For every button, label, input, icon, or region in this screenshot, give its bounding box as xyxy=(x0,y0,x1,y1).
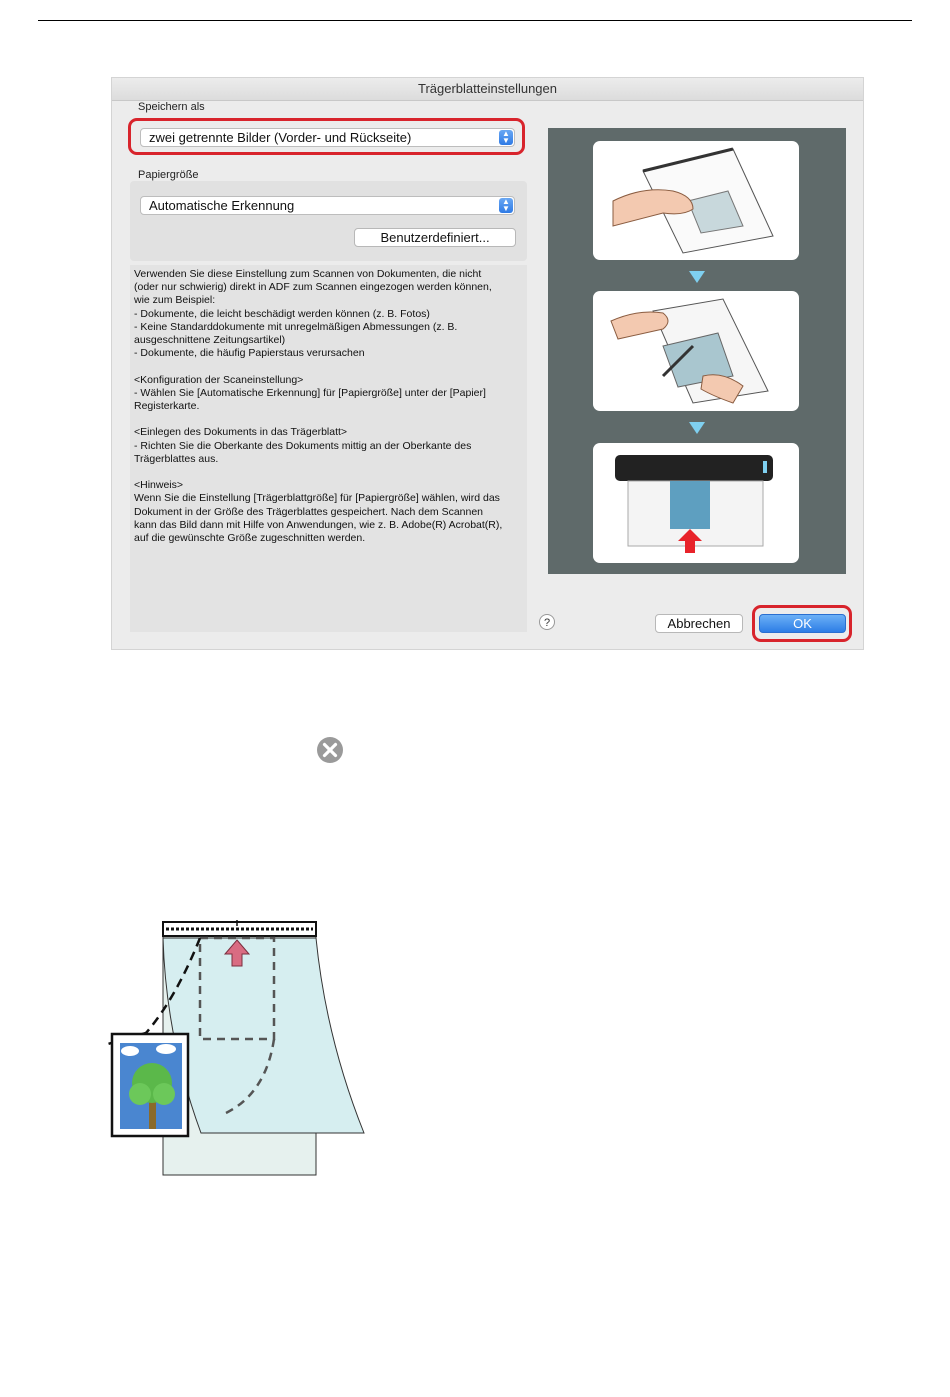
scanner-feed-illustration xyxy=(593,443,799,563)
updown-chevron-icon: ▲ ▼ xyxy=(499,198,513,213)
insert-document-illustration xyxy=(593,141,799,260)
step-2-illustration xyxy=(593,291,799,411)
save-as-highlight xyxy=(128,118,525,155)
instruction-illustration-panel xyxy=(548,128,846,574)
step-1-illustration xyxy=(593,141,799,260)
custom-size-button[interactable]: Benutzerdefiniert... xyxy=(354,228,516,247)
down-triangle-icon xyxy=(689,422,705,434)
dialog-title: Trägerblatteinstellungen xyxy=(112,78,863,101)
ok-highlight xyxy=(752,605,852,642)
help-button[interactable]: ? xyxy=(539,614,555,630)
paper-size-group xyxy=(130,181,527,261)
close-circle-icon xyxy=(316,736,344,764)
position-document-illustration xyxy=(593,291,799,411)
updown-chevron-icon: ▲ ▼ xyxy=(499,130,513,145)
header-rule xyxy=(38,20,912,21)
down-triangle-icon xyxy=(689,271,705,283)
carrier-sheet-diagram xyxy=(106,918,368,1180)
save-as-label: Speichern als xyxy=(138,101,205,113)
cancel-button[interactable]: Abbrechen xyxy=(655,614,743,633)
paper-size-value: Automatische Erkennung xyxy=(149,198,295,213)
paper-size-label: Papiergröße xyxy=(138,169,199,181)
carrier-sheet-settings-dialog xyxy=(111,77,864,650)
ok-button[interactable]: OK xyxy=(759,614,846,633)
paper-size-select[interactable] xyxy=(140,196,515,215)
step-3-illustration xyxy=(593,443,799,563)
save-as-value: zwei getrennte Bilder (Vorder- und Rückseite) xyxy=(149,130,412,145)
description-text: Verwenden Sie diese Einstellung zum Scannen von Dokumenten, die nicht (oder nur schwierig) direkt in ADF zum Scannen eingezogen werden können, wie zum Beispiel: - Dokumente, die leicht beschädigt werden können (z. B. Fotos) - Keine Standarddokumente mit unregelmäßigen Abmessungen (z. B. ausgeschnittene Zeitungsartikel) - Dokumente, die häufig Papierstaus verursachen <Konfiguration der Scaneinstellung> - Wählen Sie [Automatische Erkennung] für [Papiergröße] unter der [Papier] Registerkarte. <Einlegen des Dokuments in das Trägerblatt> - Richten Sie die Oberkante des Dokuments mittig an der Oberkante des Trägerblattes aus. <Hinweis> Wenn Sie die Einstellung [Trägerblattgröße] für [Papiergröße] wählen, wird das Dokument in der Größe des Trägerblattes gespeichert. Nach dem Scannen kann das Bild dann mit Hilfe von Anwendungen, wie z. B. Adobe(R) Acrobat(R), auf die gewünschte Größe zugeschnitten werden. xyxy=(130,265,527,632)
